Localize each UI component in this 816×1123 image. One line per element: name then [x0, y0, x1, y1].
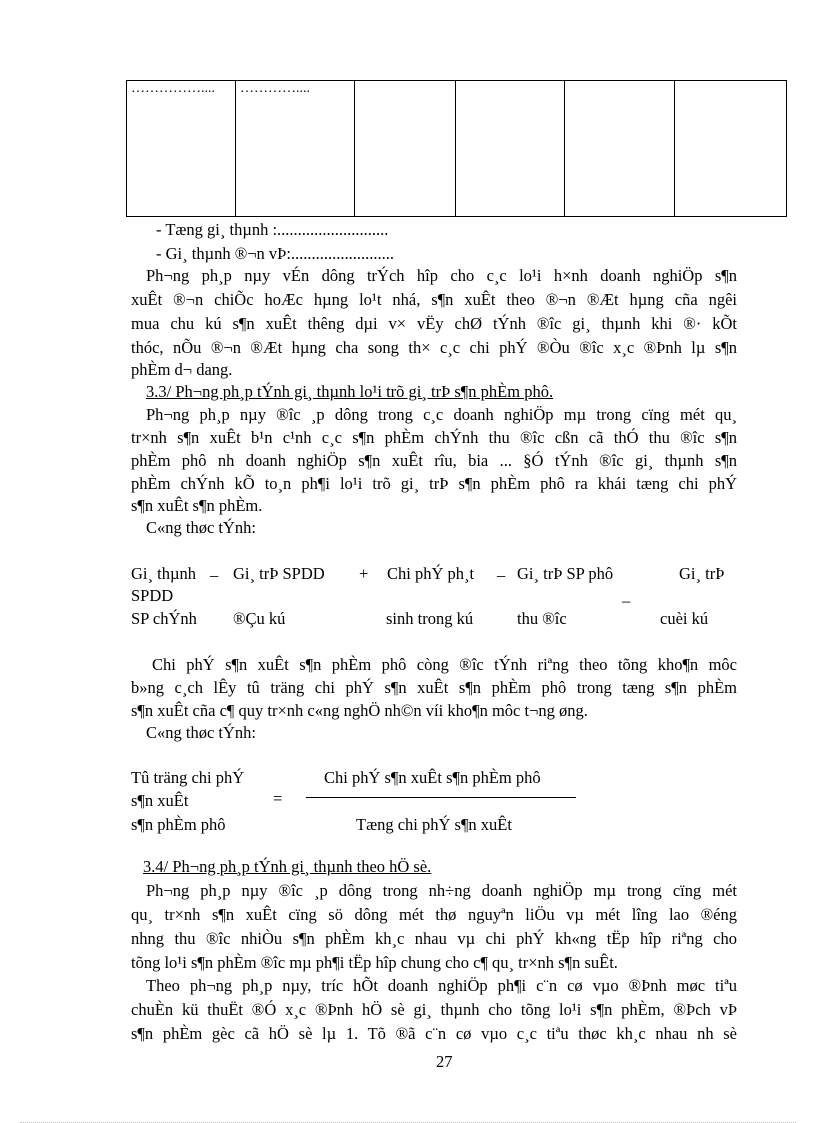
page-number: 27	[436, 1052, 453, 1071]
paragraph-line: Theo ph¬ng ph¸p nµy, tríc hÕt doanh nghiÖp ph¶i c¨n cø vµo ®Þnh møc tiªu	[146, 976, 737, 995]
paragraph-line: tõng lo¹i s¶n phÈm ®îc mµ ph¶i tËp hîp chung cho c¶ qu¸ tr×nh s¶n suÊt.	[131, 953, 618, 972]
data-table	[126, 80, 787, 217]
formula-operator: =	[273, 789, 283, 808]
table-cell	[675, 81, 787, 217]
formula-term: thu ®îc	[517, 609, 567, 628]
formula-term: sinh trong kú	[386, 609, 474, 628]
paragraph-line: phÈm d¬ dang.	[131, 360, 233, 379]
paragraph-line: b»ng c¸ch lÊy tû träng chi phÝ s¶n xuÊt s¶n phÈm phô trong tæng s¶n phÈm	[131, 678, 737, 697]
formula-operator: +	[359, 564, 369, 583]
bullet-gia-thanh-don-vi: - Gi¸ thµnh ®¬n vÞ:.........................	[156, 244, 395, 263]
formula-term: ®Çu kú	[233, 609, 286, 628]
formula-term: Gi¸ trÞ	[679, 564, 725, 583]
table-cell	[456, 81, 565, 217]
formula-operator: _	[210, 560, 219, 579]
formula-term: SP chÝnh	[131, 609, 197, 628]
paragraph-line: chuÈn kü thuËt ®Ó x¸c ®Þnh hÖ sè gi¸ thµnh cho tõng lo¹i s¶n phÈm, ®Þch vÞ	[131, 1000, 737, 1019]
table-cell: ……………....	[127, 81, 236, 217]
paragraph-line: Ph¬ng ph¸p nµy ®îc ¸p dông trong nh÷ng doanh nghiÖp mµ trong cïng mét	[146, 881, 737, 900]
fraction-numerator: Chi phÝ s¶n xuÊt s¶n phÈm phô	[324, 768, 541, 787]
formula-term: Gi¸ thµnh	[131, 564, 196, 583]
formula-operator: _	[497, 560, 506, 579]
paragraph-line: s¶n phÈm gèc cã hÖ sè lµ 1. Tõ ®ã c¨n cø vµo c¸c tiªu thøc kh¸c nhau nh sè	[131, 1024, 737, 1043]
paragraph-line: phÈm phô nh doanh nghiÖp s¶n xuÊt rîu, bia ... §Ó tÝnh ®îc gi¸ thµnh s¶n	[131, 451, 737, 470]
formula-term: cuèi kú	[660, 609, 709, 628]
paragraph-line: phÈm chÝnh kÕ to¸n ph¶i lo¹i trõ gi¸ trÞ s¶n phÈm phô ra khái tæng chi phÝ	[131, 474, 737, 493]
formula-term: Chi phÝ ph¸t	[387, 564, 475, 583]
table-cell	[355, 81, 456, 217]
formula-operator: –	[622, 591, 631, 610]
paragraph-line: xuÊt ®¬n chiÕc hoÆc hµng lo¹t nhá, s¶n xuÊt theo ®¬n ®Æt hµng cña ngêi	[131, 290, 737, 309]
paragraph-line: nhng thu ®îc nhiÒu s¶n phÈm kh¸c nhau vµ chi phÝ kh«ng tËp hîp riªng cho	[131, 929, 737, 948]
paragraph-line: qu¸ tr×nh s¶n xuÊt cïng sö dông mét thø nguyªn liÖu vµ mét lîng lao ®éng	[131, 905, 737, 924]
formula-term: Gi¸ trÞ SP phô	[517, 564, 614, 583]
paragraph-line: mua chu kú s¶n xuÊt thêng dµi v× vËy chØ tÝnh ®îc gi¸ thµnh khi ®· kÕt	[131, 314, 737, 333]
paragraph-line: s¶n xuÊt cña c¶ quy tr×nh c«ng nghÖ nh©n víi kho¶n môc t¬ng øng.	[131, 701, 588, 720]
table-cell: …………....	[236, 81, 355, 217]
formula-term: Gi¸ trÞ SPDD	[233, 564, 325, 583]
table-row	[127, 81, 787, 217]
formula-label: C«ng thøc tÝnh:	[146, 723, 256, 742]
formula-term: s¶n phÈm phô	[131, 815, 226, 834]
fraction-denominator: Tæng chi phÝ s¶n xuÊt	[356, 815, 512, 834]
formula-term: s¶n xuÊt	[131, 791, 189, 810]
paragraph-line: Chi phÝ s¶n xuÊt s¶n phÈm phô còng ®îc tÝnh riªng theo tõng kho¶n môc	[152, 655, 737, 674]
formula-term: SPDD	[131, 586, 174, 605]
formula-term: Tû träng chi phÝ	[131, 768, 245, 787]
paragraph-line: Ph¬ng ph¸p nµy vÉn dông trÝch hîp cho c¸c lo¹i h×nh doanh nghiÖp s¶n	[146, 266, 737, 285]
paragraph-line: Ph¬ng ph¸p nµy ®îc ¸p dông trong c¸c doanh nghiÖp mµ trong cïng mét qu¸	[146, 405, 737, 424]
table-cell	[565, 81, 675, 217]
section-heading-3-3: 3.3/ Ph¬ng ph¸p tÝnh gi¸ thµnh lo¹i trõ gi¸ trÞ s¶n phÈm phô.	[146, 382, 554, 401]
bullet-tang-gia-thanh: - Tæng gi¸ thµnh :...........................	[156, 220, 389, 239]
fraction-bar	[306, 797, 576, 798]
paragraph-line: tr×nh s¶n xuÊt b¹n c¹nh c¸c s¶n phÈm chÝnh thu ®îc cßn cã thÓ thu ®îc s¶n	[131, 428, 737, 447]
paragraph-line: thóc, nÕu ®¬n ®Æt hµng cha song th× c¸c chi phÝ ®Òu ®îc x¸c ®Þnh lµ s¶n	[131, 338, 737, 357]
formula-label: C«ng thøc tÝnh:	[146, 518, 256, 537]
section-heading-3-4: 3.4/ Ph¬ng ph¸p tÝnh gi¸ thµnh theo hÖ sè.	[143, 857, 432, 876]
paragraph-line: s¶n xuÊt s¶n phÈm.	[131, 496, 263, 515]
